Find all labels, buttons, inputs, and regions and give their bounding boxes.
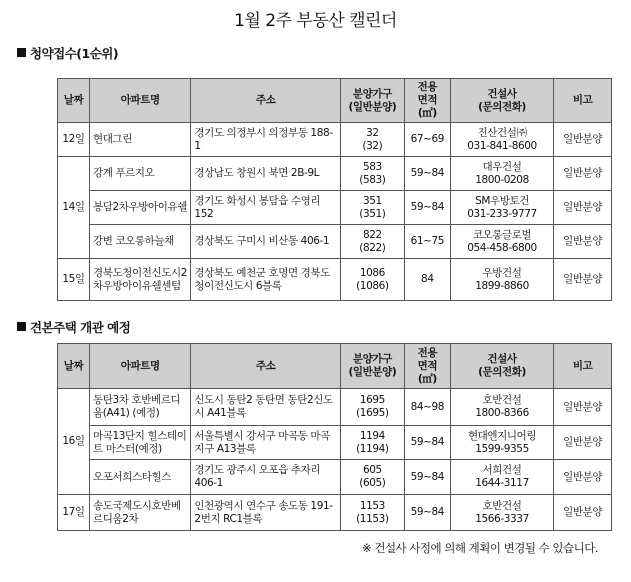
builder-cell: 진산건설㈜ 031-841-8600 [450, 123, 554, 157]
area-cell: 59~84 [404, 460, 450, 495]
column-header: 전용 면적 (㎡) [404, 79, 450, 123]
units-cell: 32 (32) [340, 123, 404, 157]
date-cell: 14일 [58, 157, 90, 259]
table-row [58, 389, 612, 426]
table-row [58, 259, 612, 301]
remark-cell: 일반분양 [554, 225, 612, 259]
column-header: 건설사 (문의전화) [450, 79, 554, 123]
apartment-name-cell: 마곡13단지 힐스테이트 마스터(예정) [90, 426, 191, 460]
column-header: 주소 [191, 344, 340, 389]
column-header: 비고 [554, 344, 612, 389]
table-row [58, 123, 612, 157]
address-cell: 신도시 동탄2 동탄면 동탄2신도시 A41블록 [191, 389, 340, 426]
model-house-table [57, 343, 612, 531]
apartment-name-cell: 강변 코오롱하늘채 [90, 225, 191, 259]
date-cell: 16일 [58, 389, 90, 495]
builder-cell: 현대엔지니어링 1599-9355 [450, 426, 554, 460]
address-cell: 경상북도 구미시 비산동 406-1 [191, 225, 340, 259]
table-row [58, 225, 612, 259]
builder-cell: 코오롱글로벌 054-458-6800 [450, 225, 554, 259]
area-cell: 61~75 [404, 225, 450, 259]
area-cell: 84~98 [404, 389, 450, 426]
builder-cell: 서희건설 1644-3117 [450, 460, 554, 495]
units-cell: 822 (822) [340, 225, 404, 259]
address-cell: 경기도 화성시 봉담읍 수영리 152 [191, 191, 340, 225]
units-cell: 351 (351) [340, 191, 404, 225]
column-header: 아파트명 [90, 344, 191, 389]
area-cell: 59~84 [404, 426, 450, 460]
page-title: 1월 2주 부동산 캘린더 [234, 11, 397, 31]
address-cell: 서울특별시 강서구 마곡동 마곡지구 A13블록 [191, 426, 340, 460]
section-heading-subscription: 청약접수(1순위) [17, 44, 118, 62]
remark-cell: 일반분양 [554, 426, 612, 460]
date-cell: 12일 [58, 123, 90, 157]
address-cell: 경기도 의정부시 의정부동 188-1 [191, 123, 340, 157]
column-header: 날짜 [58, 344, 90, 389]
apartment-name-cell: 현대그린 [90, 123, 191, 157]
table-row [58, 157, 612, 191]
units-cell: 605 (605) [340, 460, 404, 495]
apartment-name-cell: 송도국제도시호반베르디움2차 [90, 495, 191, 531]
units-cell: 1086 (1086) [340, 259, 404, 301]
address-cell: 인천광역시 연수구 송도동 191-2번지 RC1블록 [191, 495, 340, 531]
column-header: 전용 면적 (㎡) [404, 344, 450, 389]
table-row [58, 495, 612, 531]
remark-cell: 일반분양 [554, 495, 612, 531]
remark-cell: 일반분양 [554, 460, 612, 495]
apartment-name-cell: 경북도청이전신도시2차우방아이유쉘센텀 [90, 259, 191, 301]
section-heading-model-house: 견본주택 개관 예정 [17, 318, 130, 336]
builder-cell: 우방건설 1899-8860 [450, 259, 554, 301]
units-cell: 1153 (1153) [340, 495, 404, 531]
area-cell: 59~84 [404, 495, 450, 531]
area-cell: 67~69 [404, 123, 450, 157]
square-bullet-icon [17, 322, 26, 331]
square-bullet-icon [17, 48, 26, 57]
apartment-name-cell: 봉담2차우방아이유쉘 [90, 191, 191, 225]
builder-cell: 호반건설 1566-3337 [450, 495, 554, 531]
builder-cell: 대우건설 1800-0208 [450, 157, 554, 191]
column-header: 분양가구 (일반분양) [340, 344, 404, 389]
apartment-name-cell: 동탄3차 호반베르디움(A41) (예정) [90, 389, 191, 426]
column-header: 주소 [191, 79, 340, 123]
table-row [58, 426, 612, 460]
remark-cell: 일반분양 [554, 191, 612, 225]
units-cell: 583 (583) [340, 157, 404, 191]
remark-cell: 일반분양 [554, 157, 612, 191]
builder-cell: 호반건설 1800-8366 [450, 389, 554, 426]
remark-cell: 일반분양 [554, 123, 612, 157]
column-header: 아파트명 [90, 79, 191, 123]
table-header-row [58, 79, 612, 123]
units-cell: 1695 (1695) [340, 389, 404, 426]
address-cell: 경기도 광주시 오포읍 추자리 406-1 [191, 460, 340, 495]
address-cell: 경상북도 예천군 호명면 경북도청이전신도시 6블록 [191, 259, 340, 301]
apartment-name-cell: 오포서희스타힐스 [90, 460, 191, 495]
footnote: ※ 건설사 사정에 의해 계획이 변경될 수 있습니다. [362, 541, 598, 555]
units-cell: 1194 (1194) [340, 426, 404, 460]
table-row [58, 191, 612, 225]
column-header: 건설사 (문의전화) [450, 344, 554, 389]
area-cell: 84 [404, 259, 450, 301]
column-header: 날짜 [58, 79, 90, 123]
area-cell: 59~84 [404, 157, 450, 191]
area-cell: 59~84 [404, 191, 450, 225]
address-cell: 경상남도 창원시 북면 2B-9L [191, 157, 340, 191]
apartment-name-cell: 강계 푸르지오 [90, 157, 191, 191]
date-cell: 17일 [58, 495, 90, 531]
column-header: 분양가구 (일반분양) [340, 79, 404, 123]
remark-cell: 일반분양 [554, 389, 612, 426]
table-header-row [58, 344, 612, 389]
subscription-table [57, 78, 612, 301]
builder-cell: SM우방토건 031-233-9777 [450, 191, 554, 225]
column-header: 비고 [554, 79, 612, 123]
table-row [58, 460, 612, 495]
date-cell: 15일 [58, 259, 90, 301]
remark-cell: 일반분양 [554, 259, 612, 301]
